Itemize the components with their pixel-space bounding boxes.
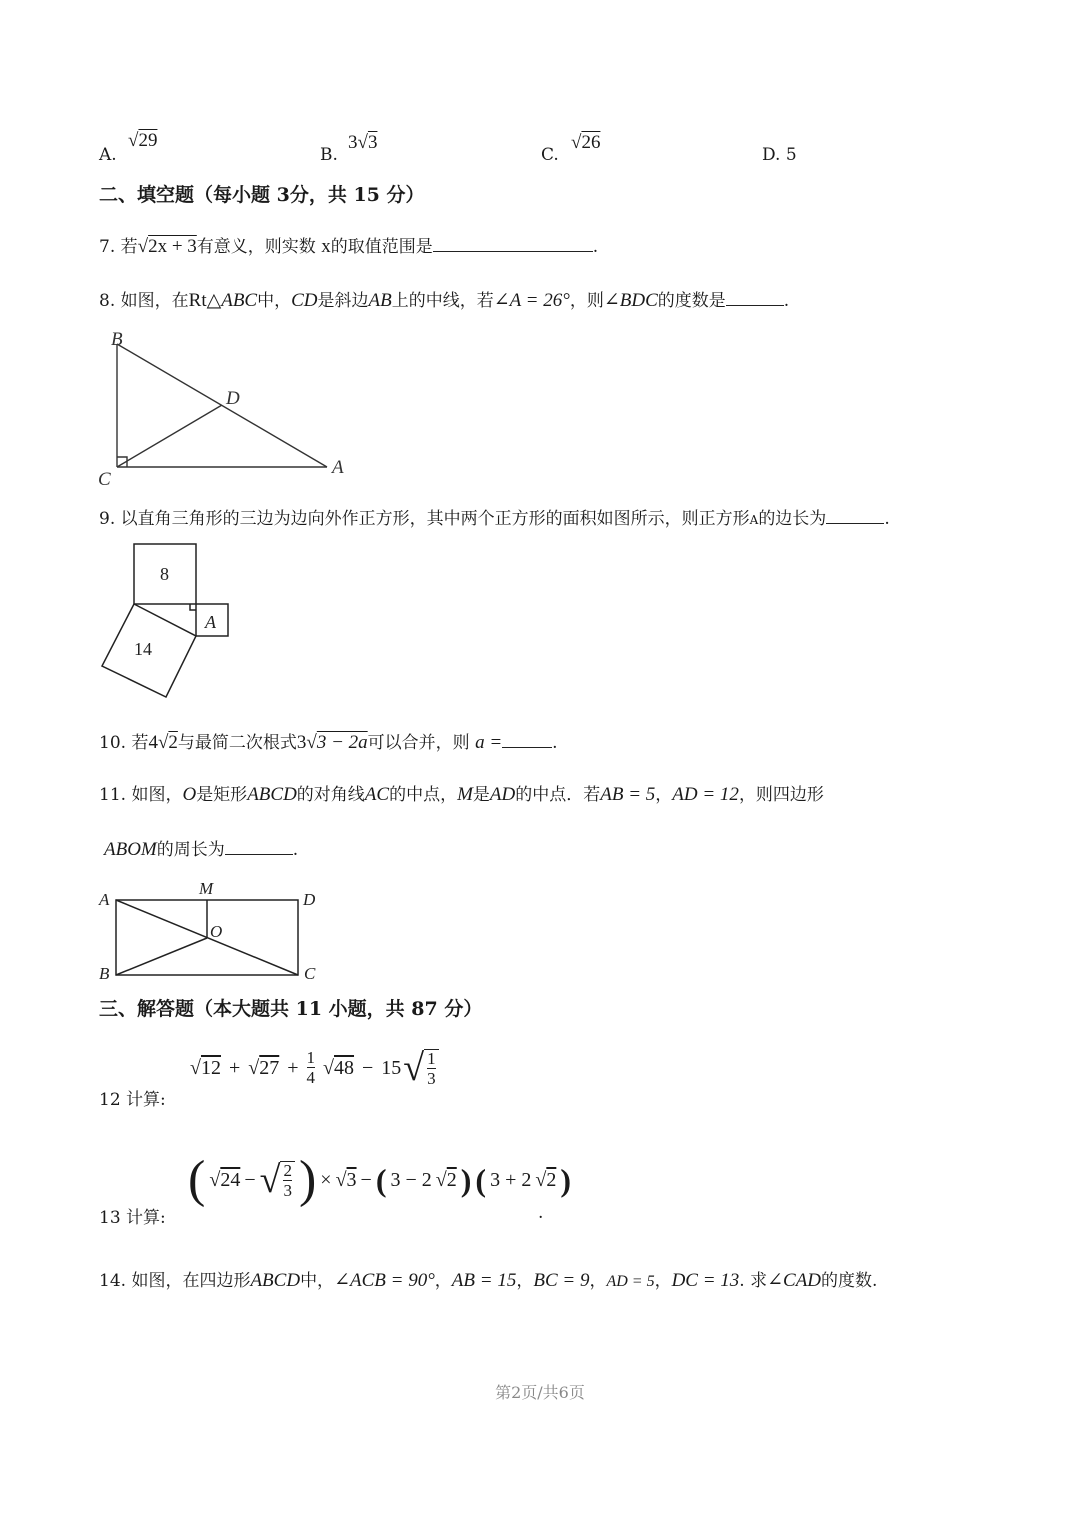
question-14 <box>99 1266 877 1292</box>
sqrt-sign: √ <box>403 1047 425 1089</box>
text: ， <box>655 785 673 805</box>
period: . <box>783 291 790 311</box>
fraction <box>424 1049 439 1088</box>
question-13-label: 13 计算: <box>99 1208 166 1228</box>
period: . <box>292 840 299 860</box>
numerator: 1 <box>306 1048 316 1067</box>
coefficient: 4 <box>148 732 158 753</box>
question-9 <box>99 504 890 529</box>
text: ， <box>654 1271 672 1291</box>
period: . <box>552 733 558 753</box>
right-angle-mark <box>190 604 196 610</box>
operator: − <box>244 1168 256 1191</box>
term: 3 − 2 <box>390 1168 432 1191</box>
variable: x <box>321 236 331 257</box>
math: AB = 15 <box>451 1270 517 1291</box>
radical-fraction <box>260 1160 295 1200</box>
text: 如图， <box>131 785 183 805</box>
label-b: B <box>111 329 123 350</box>
question-12-expression <box>190 1048 439 1088</box>
segment-bo <box>116 938 207 975</box>
median-cd <box>117 405 222 467</box>
squares-figure <box>98 540 238 702</box>
label-a: A <box>332 457 344 478</box>
operator: − <box>362 1056 374 1079</box>
question-7 <box>99 232 598 258</box>
question-12-label: 12 计算: <box>99 1090 166 1110</box>
math: ABCD <box>250 1270 301 1291</box>
text: 是 <box>472 785 490 805</box>
math: ABOM <box>104 839 157 860</box>
section-2-title: 二、填空题（每小题 3分，共 15 分） <box>99 184 425 206</box>
operator: + <box>287 1056 299 1079</box>
question-number: 7. <box>99 237 116 257</box>
coefficient: 15 <box>381 1056 402 1079</box>
text: 的周长为 <box>156 840 225 860</box>
math: ABC <box>221 290 258 311</box>
math: AD = 12 <box>672 784 739 805</box>
math: a = <box>475 732 503 753</box>
math: ∠A = 26° <box>493 290 570 311</box>
answer-blank <box>433 237 593 252</box>
text: ， <box>516 1271 534 1291</box>
radicand: 12 <box>200 1056 221 1079</box>
radical: √48 <box>323 1056 355 1079</box>
label-d: D <box>303 890 316 909</box>
question-13-expression <box>188 1152 571 1208</box>
label-c: C <box>304 964 316 983</box>
numerator: 2 <box>283 1160 292 1180</box>
period: . <box>538 1203 544 1223</box>
square-14-label: 14 <box>134 639 152 659</box>
label-d: D <box>226 388 240 409</box>
term: 3 + 2 <box>490 1168 532 1191</box>
denominator: 3 <box>427 1068 436 1088</box>
math: O <box>182 784 197 805</box>
radicand: 2 <box>546 1168 557 1191</box>
text: 的取值范围是 <box>330 237 433 257</box>
square-a-label: A <box>205 612 216 632</box>
fraction <box>307 1049 316 1087</box>
text: 中， <box>257 291 292 311</box>
radical-1 <box>148 732 177 753</box>
text: 的度数是 <box>657 291 726 311</box>
fraction <box>280 1161 295 1200</box>
radical: √27 <box>248 1056 280 1079</box>
question-number: 11. <box>99 785 127 805</box>
text: 与最简二次根式 <box>177 733 297 753</box>
coefficient: 3 <box>296 732 307 753</box>
radicand: 3 − 2a <box>316 732 368 753</box>
question-number: 14. <box>99 1271 127 1291</box>
radicand: 27 <box>259 1056 280 1079</box>
math: AD = 5 <box>606 1273 655 1290</box>
text: 上的中线，若 <box>391 291 494 311</box>
sqrt-sign: √ <box>306 732 317 753</box>
sqrt-sign: √ <box>137 236 149 257</box>
text: 的度数. <box>821 1271 878 1291</box>
radical: √12 <box>190 1056 221 1079</box>
text: ， <box>589 1271 607 1291</box>
option-d: D. 5 <box>762 145 797 165</box>
math: ABCD <box>247 784 297 805</box>
text: 如图，在四边形 <box>131 1271 251 1291</box>
triangle-figure <box>95 322 355 492</box>
math: AC <box>364 784 390 805</box>
sqrt-sign: √ <box>357 132 368 153</box>
question-11 <box>99 780 824 806</box>
square-a-ref: A <box>749 513 759 527</box>
operator: × <box>320 1168 332 1191</box>
text: 的边长为 <box>758 509 827 529</box>
answer-blank <box>826 509 884 524</box>
paren-open: ( <box>475 1161 487 1198</box>
text: 有意义，则实数 <box>196 237 316 257</box>
sqrt-sign: √ <box>157 732 169 753</box>
radicand: 2 <box>446 1168 457 1191</box>
text: 的中点， <box>389 785 458 805</box>
period: . <box>592 237 599 257</box>
radical: √24 <box>209 1168 241 1191</box>
math: ∠ACB = 90° <box>334 1270 435 1291</box>
paren-open: ( <box>375 1161 387 1198</box>
radicand: 24 <box>220 1168 241 1191</box>
question-10 <box>99 728 558 754</box>
option-b-value <box>348 132 377 154</box>
label-o: O <box>210 922 223 941</box>
radical: √3 <box>335 1168 357 1191</box>
sqrt-sign: √ <box>128 130 139 151</box>
radicand: 29 <box>138 130 158 151</box>
text: ，则四边形 <box>738 785 824 805</box>
math: AB = 5 <box>600 784 656 805</box>
sqrt-expression <box>138 236 197 257</box>
text: 中， <box>300 1271 335 1291</box>
text: . 求 <box>739 1271 768 1291</box>
text: 若 <box>120 237 138 257</box>
question-11-continued <box>104 835 298 861</box>
period: . <box>884 509 890 529</box>
coefficient: 3 <box>348 132 358 153</box>
radical-2 <box>297 732 368 753</box>
answer-blank <box>726 291 784 306</box>
radicand: 26 <box>581 132 601 153</box>
text: 的中点．若 <box>515 785 601 805</box>
label-c: C <box>98 469 111 490</box>
radicand: 3 <box>346 1168 357 1191</box>
math: CD <box>291 290 318 311</box>
option-a-value <box>128 130 157 152</box>
text: 是矩形 <box>196 785 248 805</box>
radical: √2 <box>435 1168 457 1191</box>
radicand: 2x + 3 <box>148 236 197 257</box>
question-number: 8. <box>99 291 116 311</box>
page-number: 第2页/共6页 <box>495 1383 585 1402</box>
question-number: 10. <box>99 733 127 753</box>
operator: + <box>228 1056 241 1079</box>
paren-close: ) <box>560 1161 571 1198</box>
text: 以直角三角形的三边为边向外作正方形，其中两个正方形的面积如图所示，则正方形 <box>120 509 750 529</box>
math: AB <box>368 290 392 311</box>
option-a-label: A. <box>99 145 117 165</box>
math: BC = 9 <box>533 1270 590 1291</box>
section-3-title: 三、解答题（本大题共 11 小题，共 87 分） <box>99 998 483 1020</box>
radical-fraction <box>403 1048 438 1088</box>
denominator: 3 <box>283 1180 292 1200</box>
radicand: 48 <box>334 1056 355 1079</box>
text: 可以合并，则 <box>367 733 470 753</box>
radical: √2 <box>535 1168 557 1191</box>
question-8 <box>99 286 789 312</box>
answer-blank <box>225 840 293 855</box>
paren-open: ( <box>188 1151 206 1208</box>
sqrt-sign: √ <box>259 1159 281 1201</box>
radicand: 2 <box>168 732 178 753</box>
label-m: M <box>199 879 214 898</box>
option-c-value <box>571 132 600 154</box>
math: M <box>457 784 473 805</box>
operator: − <box>360 1168 372 1191</box>
text: 的对角线 <box>296 785 365 805</box>
math: ∠BDC <box>603 290 658 311</box>
rectangle-figure <box>95 876 330 986</box>
math: AD <box>489 784 516 805</box>
text: 如图，在 <box>120 291 189 311</box>
text: 是斜边 <box>317 291 369 311</box>
label-a: A <box>99 890 110 909</box>
square-8-label: 8 <box>160 564 169 584</box>
math: DC = 13 <box>671 1270 740 1291</box>
text: ， <box>434 1271 452 1291</box>
text: 若 <box>131 733 149 753</box>
question-number: 9. <box>99 509 116 529</box>
option-b-label: B. <box>320 145 338 165</box>
text: ，则 <box>569 291 604 311</box>
sqrt-sign: √ <box>571 132 582 153</box>
numerator: 1 <box>427 1048 436 1068</box>
label-b: B <box>99 964 110 983</box>
math: ∠CAD <box>767 1270 822 1291</box>
rt-symbol: Rt△ <box>188 290 222 311</box>
paren-close: ) <box>460 1161 472 1198</box>
paren-close: ) <box>298 1151 317 1208</box>
option-c-label: C. <box>541 145 559 165</box>
answer-blank <box>502 733 552 748</box>
denominator: 4 <box>306 1068 316 1087</box>
radicand: 3 <box>367 132 378 153</box>
